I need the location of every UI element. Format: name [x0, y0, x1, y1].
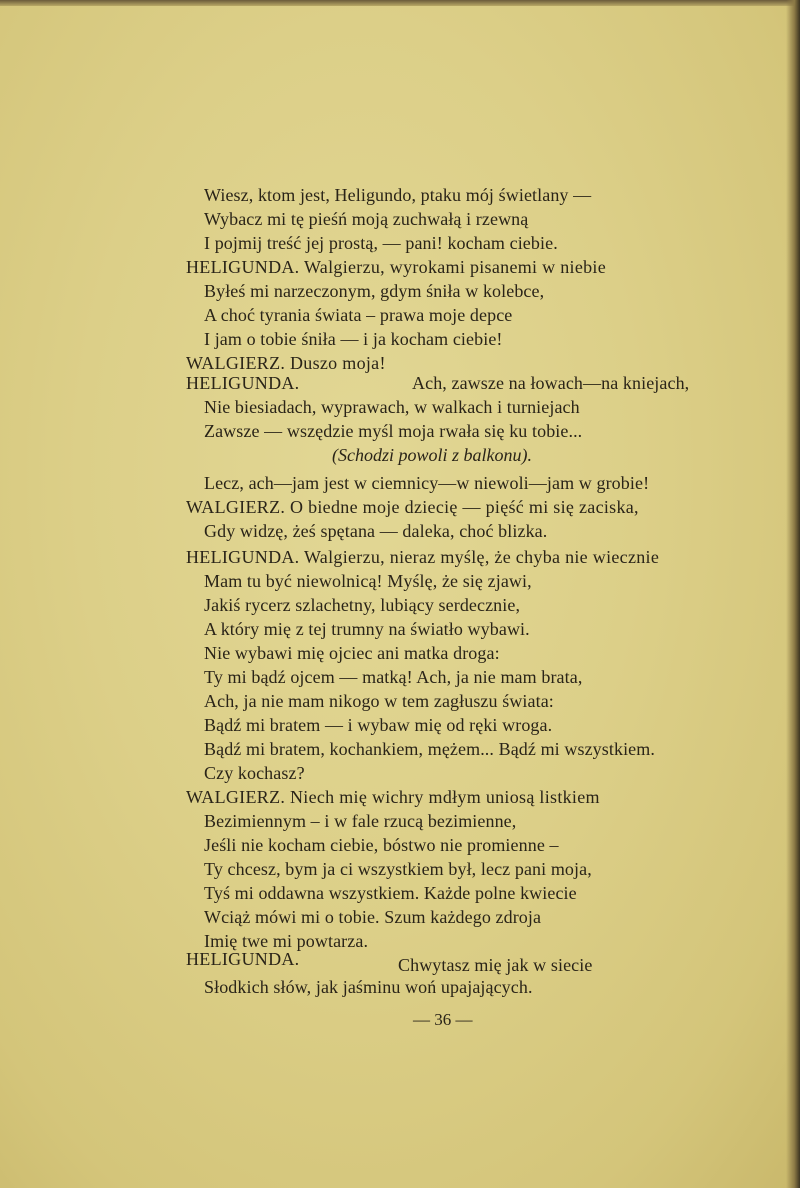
verse-line: Jeśli nie kocham ciebie, bóstwo nie promienne –: [204, 835, 559, 855]
verse-line: HELIGUNDA. Walgierzu, wyrokami pisanemi w niebie: [186, 257, 607, 277]
speaker-name: HELIGUNDA.: [186, 949, 300, 969]
verse-line: Wybacz mi tę pieśń moją zuchwałą i rzewną: [204, 209, 529, 229]
verse-line: WALGIERZ. Duszo moja!: [186, 353, 386, 373]
verse-line: Wciąż mówi mi o tobie. Szum każdego zdroja: [204, 907, 542, 927]
verse-line: Jakiś rycerz szlachetny, lubiący serdecznie,: [204, 595, 521, 615]
verse-line: Bezimiennym – i w fale rzucą bezimienne,: [204, 811, 517, 831]
page-number: — 36 —: [413, 1010, 473, 1029]
verse-line: Nie wybawi mię ojciec ani matka droga:: [204, 643, 500, 663]
verse-line: Czy kochasz?: [204, 763, 305, 783]
verse-line: Ty chcesz, bym ja ci wszystkiem był, lecz pani moja,: [204, 859, 592, 879]
verse-line: Bądź mi bratem — i wybaw mię od ręki wroga.: [204, 715, 553, 735]
verse-line: Ty mi bądź ojcem — matką! Ach, ja nie mam brata,: [204, 667, 583, 687]
verse-line: I jam o tobie śniła — i ja kocham ciebie!: [204, 329, 503, 349]
verse-line: A który mię z tej trumny na światło wybawi.: [204, 619, 530, 639]
verse-line: Ach, zawsze na łowach—na kniejach,: [412, 373, 690, 393]
verse-line: Zawsze — wszędzie myśl moja rwała się ku tobie...: [204, 421, 583, 441]
verse-line: WALGIERZ. Niech mię wichry mdłym uniosą listkiem: [186, 787, 600, 807]
stage-direction: (Schodzi powoli z balkonu).: [332, 445, 532, 465]
verse-line: Lecz, ach—jam jest w ciemnicy—w niewoli—jam w grobie!: [204, 473, 650, 493]
verse-line: WALGIERZ. O biedne moje dziecię — pięść mi się zaciska,: [186, 497, 639, 517]
verse-line: Nie biesiadach, wyprawach, w walkach i turniejach: [204, 397, 580, 417]
verse-line: HELIGUNDA. Walgierzu, nieraz myślę, że chyba nie wiecznie: [186, 547, 660, 567]
verse-line: Tyś mi oddawna wszystkiem. Każde polne kwiecie: [204, 883, 577, 903]
verse-line: Byłeś mi narzeczonym, gdym śniła w kolebce,: [204, 281, 545, 301]
verse-line: Mam tu być niewolnicą! Myślę, że się zjawi,: [204, 571, 532, 591]
verse-line: Wiesz, ktom jest, Heligundo, ptaku mój świetlany —: [204, 185, 592, 205]
verse-line: A choć tyrania świata – prawa moje depce: [204, 305, 513, 325]
speaker-name: HELIGUNDA.: [186, 373, 300, 393]
verse-line: Gdy widzę, żeś spętana — daleka, choć blizka.: [204, 521, 548, 541]
verse-line: Słodkich słów, jak jaśminu woń upajających.: [204, 977, 533, 997]
verse-line: Imię twe mi powtarza.: [204, 931, 369, 951]
verse-line: Bądź mi bratem, kochankiem, mężem... Bądź mi wszystkiem.: [204, 739, 655, 759]
verse-line: Ach, ja nie mam nikogo w tem zagłuszu świata:: [204, 691, 554, 711]
verse-line: I pojmij treść jej prostą, — pani! kocham ciebie.: [204, 233, 558, 253]
verse-line: Chwytasz mię jak w siecie: [398, 955, 593, 975]
